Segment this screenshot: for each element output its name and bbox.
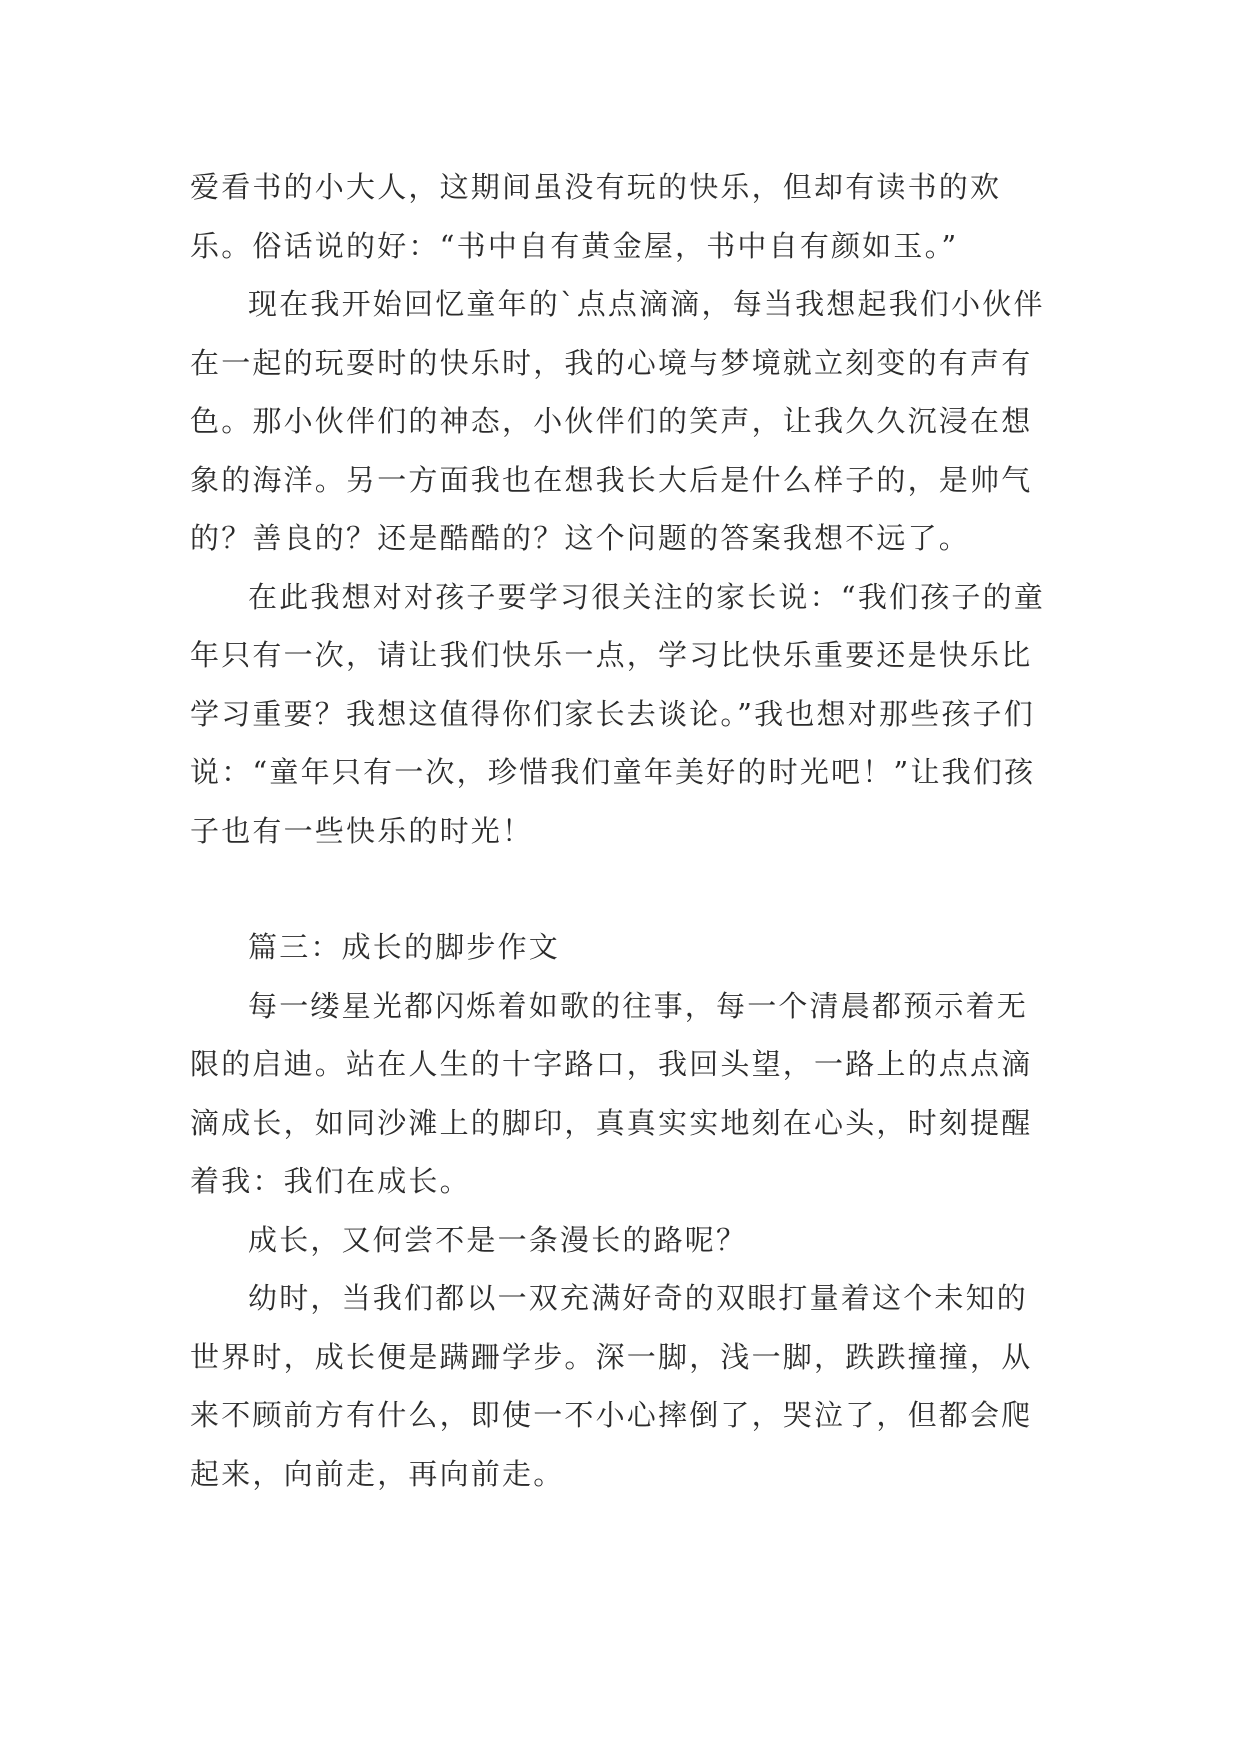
paragraph-memories: 现在我开始回忆童年的`点点滴滴，每当我想起我们小伙伴在一起的玩耍时的快乐时，我的心境与梦境就立刻变的有声有色。那小伙伴们的神态，小伙伴们的笑声，让我久久沉浸在想象的海洋。另一方面我也在想我长大后是什么样子的，是帅气的？善良的？还是酷酷的？这个问题的答案我想不远了。	[190, 287, 1045, 555]
paragraph-continued: 爱看书的小大人，这期间虽没有玩的快乐，但却有读书的欢乐。俗话说的好：“书中自有黄金屋，书中自有颜如玉。”	[190, 170, 1002, 263]
paragraph-childhood-steps: 幼时，当我们都以一双充满好奇的双眼打量着这个未知的世界时，成长便是蹒跚学步。深一脚，浅一脚，跌跌撞撞，从来不顾前方有什么，即使一不小心摔倒了，哭泣了，但都会爬起来，向前走，再向前走。	[190, 1281, 1033, 1491]
section-spacer	[190, 860, 1052, 918]
document-body	[190, 158, 1052, 1503]
paragraph-long-road: 成长，又何尝不是一条漫长的路呢？	[248, 1222, 748, 1257]
paragraph-starlight: 每一缕星光都闪烁着如歌的往事，每一个清晨都预示着无限的启迪。站在人生的十字路口，我回头望，一路上的点点滴滴成长，如同沙滩上的脚印，真真实实地刻在心头，时刻提醒着我：我们在成长。	[190, 988, 1033, 1198]
paragraph-parents: 在此我想对对孩子要学习很关注的家长说：“我们孩子的童年只有一次，请让我们快乐一点，学习比快乐重要还是快乐比学习重要？我想这值得你们家长去谈论。”我也想对那些孩子们说：“童年只有一次，珍惜我们童年美好的时光吧！”让我们孩子也有一些快乐的时光！	[190, 579, 1046, 848]
section-heading: 篇三：成长的脚步作文	[248, 930, 561, 964]
